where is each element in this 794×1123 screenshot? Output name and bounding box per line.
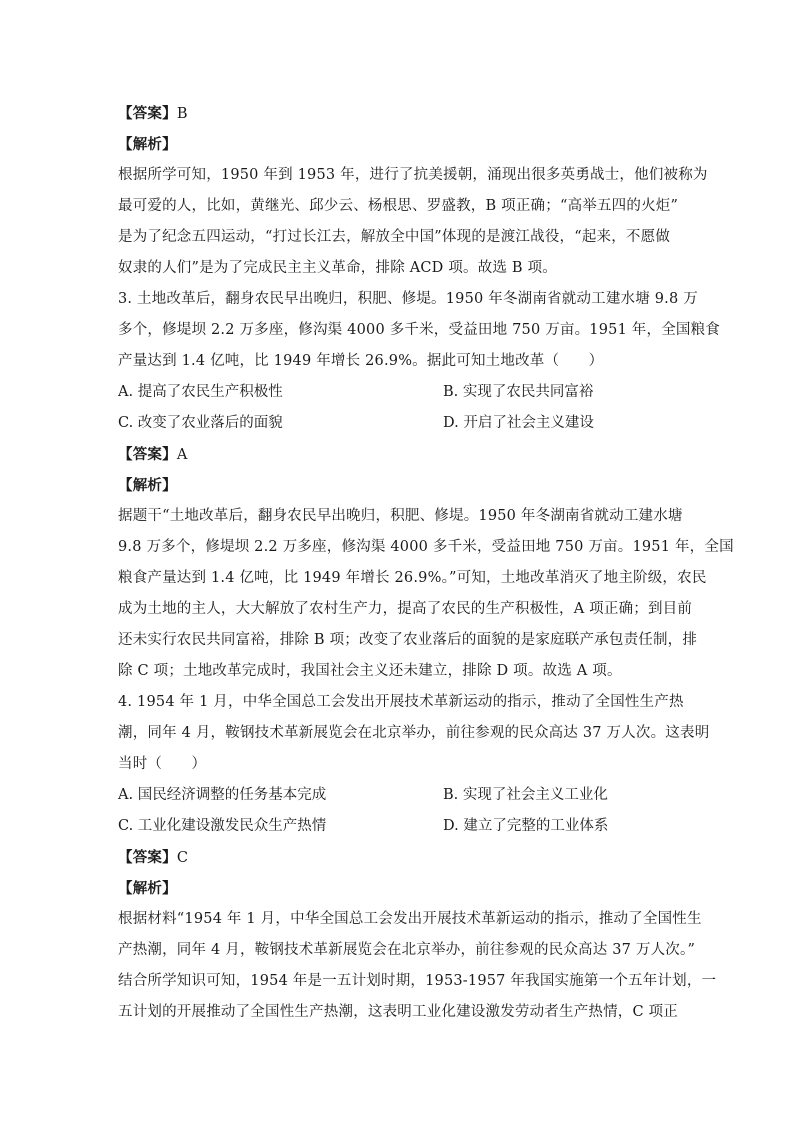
answer-label: 【答案】 <box>118 849 177 866</box>
answer-value: C <box>176 850 189 866</box>
question-stem-line: 当时（ ） <box>118 756 207 772</box>
option-a: A. 国民经济调整的任务基本完成 <box>118 787 327 803</box>
answer-value: B <box>176 106 188 122</box>
analysis-line: 产热潮，同年 4 月，鞍钢技术革新展览会在北京举办，前往参观的民众高达 37 万人次。” <box>118 942 696 958</box>
analysis-line: 成为土地的主人，大大解放了农村生产力，提高了农民的生产积极性，A 项正确；到目前 <box>118 601 693 617</box>
analysis-line: 是为了纪念五四运动，“打过长江去，解放全中国”体现的是渡江战役，“起来，不愿做 <box>118 229 671 245</box>
analysis-line: 还未实行农民共同富裕，排除 B 项；改变了农业落后的面貌的是家庭联产承包责任制，排 <box>118 632 698 648</box>
analysis-line: 奴隶的人们”是为了完成民主主义革命，排除 ACD 项。故选 B 项。 <box>118 260 557 276</box>
option-c: C. 工业化建设激发民众生产热情 <box>118 818 327 834</box>
option-d: D. 建立了完整的工业体系 <box>443 818 609 834</box>
options-row <box>118 780 678 811</box>
option-b: B. 实现了社会主义工业化 <box>443 787 608 803</box>
analysis-line: 据题干“土地改革后，翻身农民早出晚归，积肥、修堤。1950 年冬湖南省就动工建水塘 <box>118 508 683 524</box>
analysis-line: 结合所学知识可知，1954 年是一五计划时期，1953-1957 年我国实施第一个五年计划，一 <box>118 973 717 989</box>
question-stem-line: 多个，修堤坝 2.2 万多座，修沟渠 4000 多千米，受益田地 750 万亩。1951 年，全国粮食 <box>118 322 720 338</box>
analysis-line: 最可爱的人，比如，黄继光、邱少云、杨根思、罗盛教，B 项正确；“高举五四的火炬” <box>118 198 679 214</box>
answer-line <box>118 842 678 873</box>
answer-value: A <box>176 447 188 463</box>
options-row <box>118 408 678 439</box>
analysis-line: 五计划的开展推动了全国性生产热潮，这表明工业化建设激发劳动者生产热情，C 项正 <box>118 1004 679 1020</box>
document-page <box>118 98 734 1028</box>
answer-line <box>118 98 678 129</box>
answer-label: 【答案】 <box>118 446 177 463</box>
analysis-line: 9.8 万多个，修堤坝 2.2 万多座，修沟渠 4000 多千米，受益田地 750 万亩。1951 年，全国 <box>118 539 734 555</box>
answer-line <box>118 439 678 470</box>
question-stem-line: 产量达到 1.4 亿吨，比 1949 年增长 26.9%。据此可知土地改革（ ） <box>118 353 604 369</box>
option-b: B. 实现了农民共同富裕 <box>443 384 594 400</box>
analysis-line: 粮食产量达到 1.4 亿吨，比 1949 年增长 26.9%。”可知，土地改革消灭了地主阶级，农民 <box>118 570 707 586</box>
question-stem-line: 4. 1954 年 1 月，中华全国总工会发出开展技术革新运动的指示，推动了全国性生产热 <box>118 694 684 710</box>
option-d: D. 开启了社会主义建设 <box>443 415 594 431</box>
options-row <box>118 377 678 408</box>
option-a: A. 提高了农民生产积极性 <box>118 384 283 400</box>
question-stem-line: 3. 土地改革后，翻身农民早出晚归，积肥、修堤。1950 年冬湖南省就动工建水塘 9.8 万 <box>118 291 698 307</box>
analysis-label: 【解析】 <box>118 136 177 153</box>
analysis-label: 【解析】 <box>118 477 177 494</box>
options-row <box>118 811 678 842</box>
analysis-label: 【解析】 <box>118 880 177 897</box>
option-c: C. 改变了农业落后的面貌 <box>118 415 283 431</box>
question-stem-line: 潮，同年 4 月，鞍钢技术革新展览会在北京举办，前往参观的民众高达 37 万人次。这表明 <box>118 725 710 741</box>
analysis-line: 除 C 项；土地改革完成时，我国社会主义还未建立，排除 D 项。故选 A 项。 <box>118 663 622 679</box>
answer-label: 【答案】 <box>118 105 177 122</box>
analysis-line: 根据所学可知，1950 年到 1953 年，进行了抗美援朝，涌现出很多英勇战士，他们被称为 <box>118 167 708 183</box>
analysis-line: 根据材料“1954 年 1 月，中华全国总工会发出开展技术革新运动的指示，推动了全国性生 <box>118 911 702 927</box>
